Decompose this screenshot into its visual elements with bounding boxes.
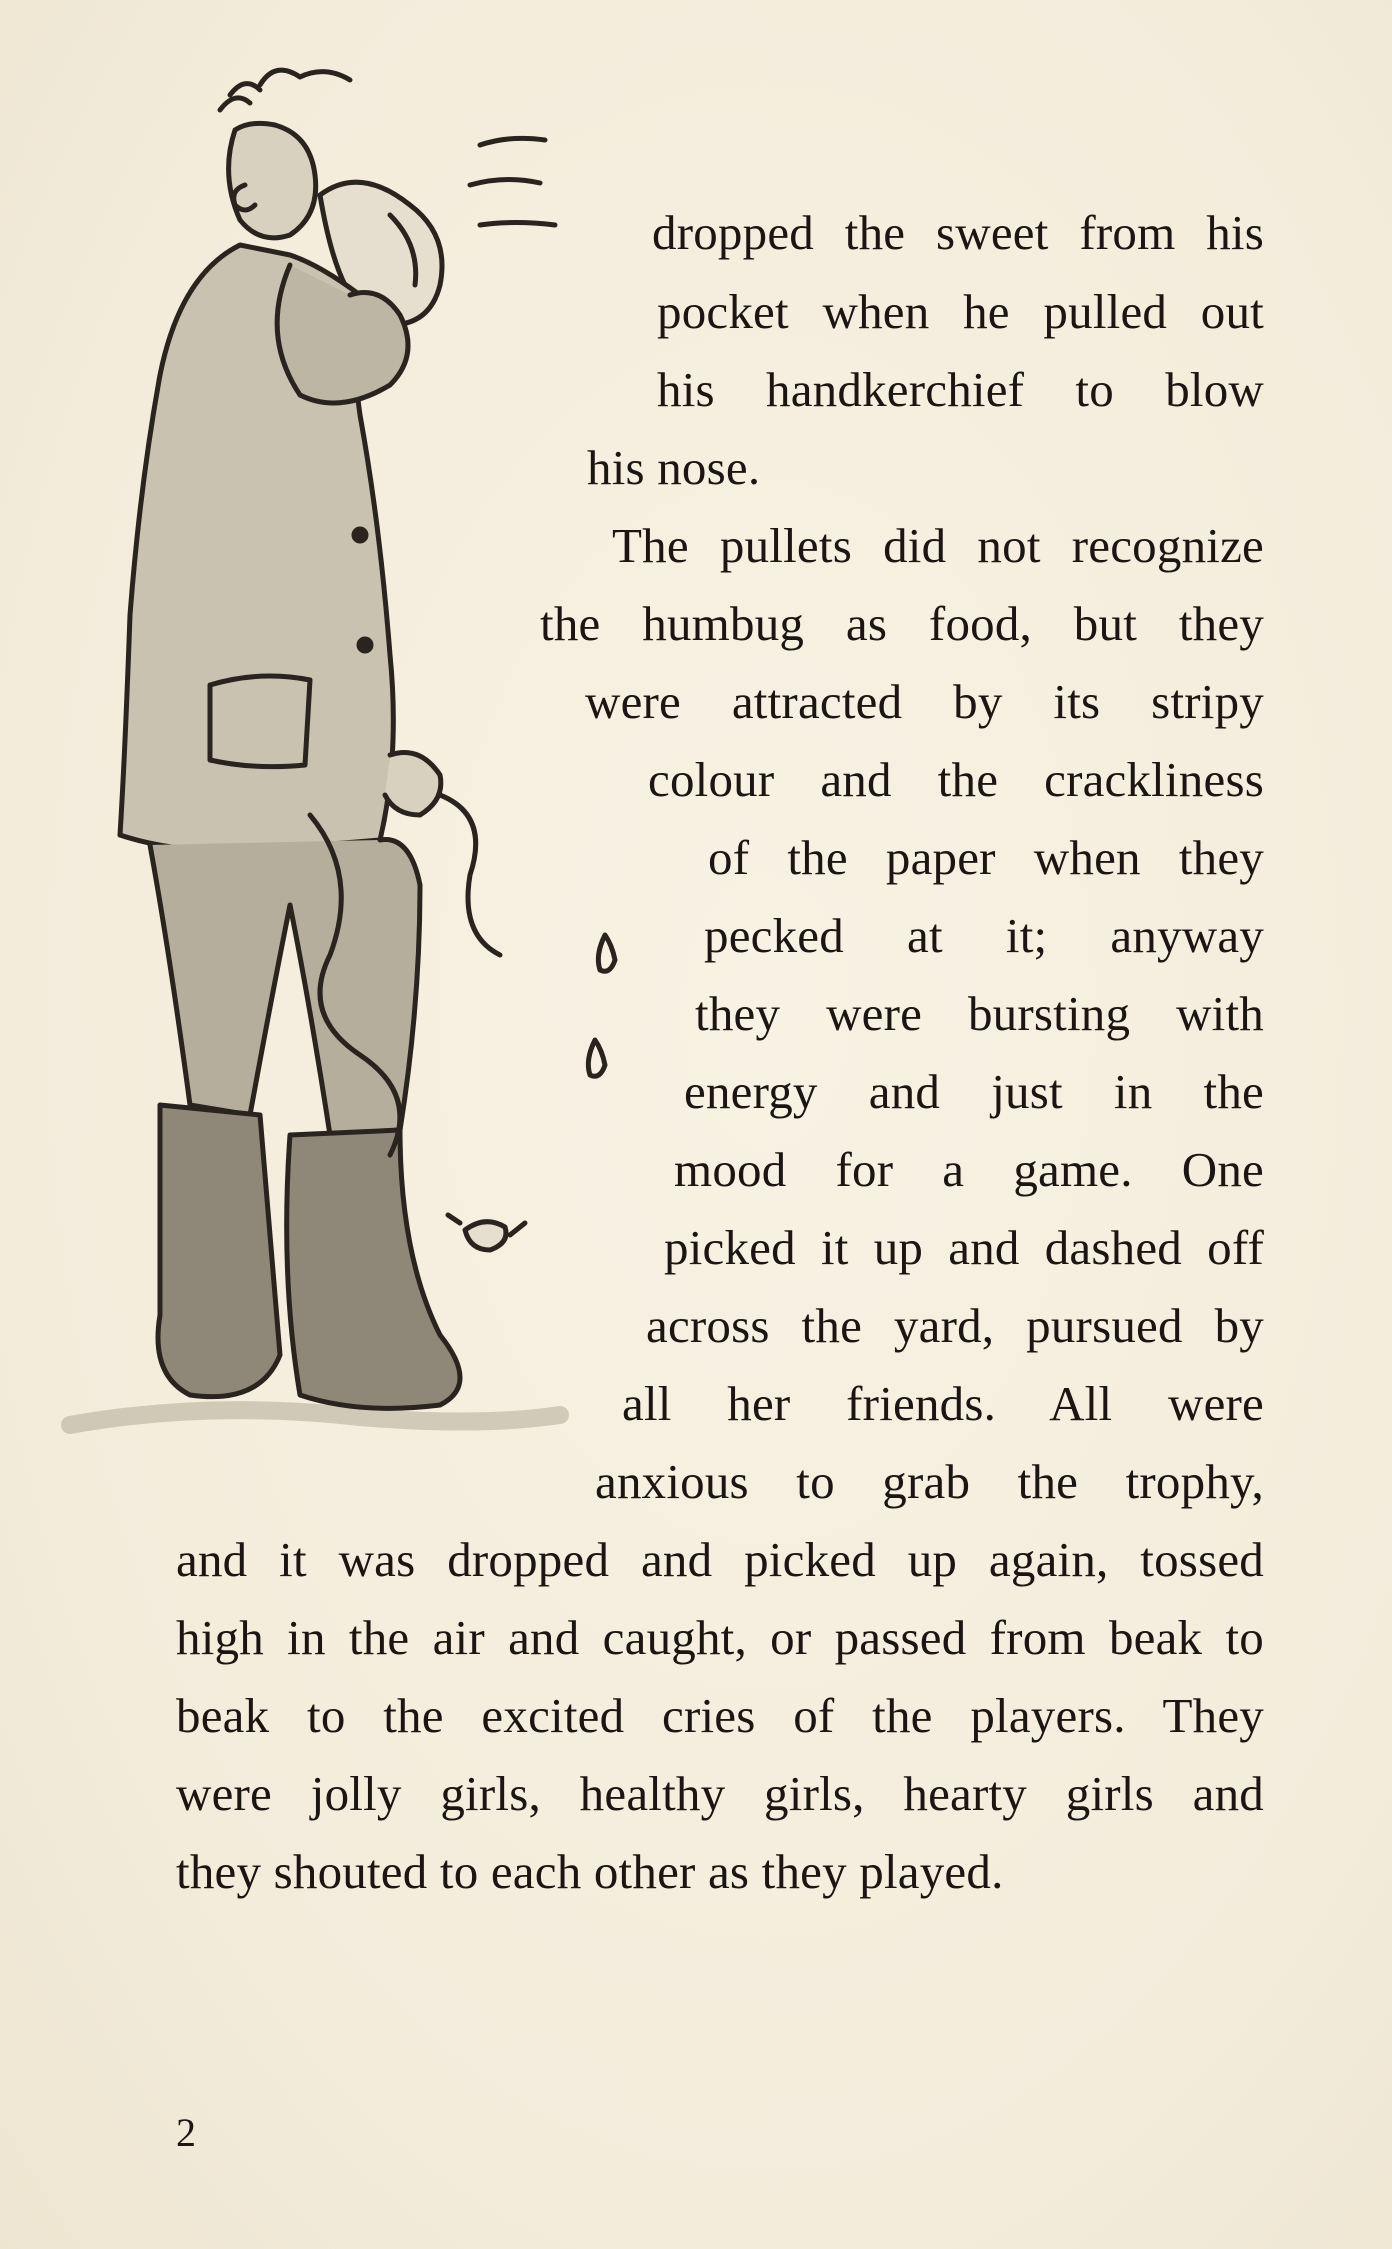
text-line-3: his handkerchief to blow [657,362,1264,417]
text-line-11: they were bursting with [695,986,1264,1041]
text-line-21: were jolly girls, healthy girls, hearty girls and [176,1766,1264,1821]
text-line-7: were attracted by its stripy [585,674,1264,729]
text-line-22: they shouted to each other as they played. [176,1844,1004,1899]
text-line-16: all her friends. All were [622,1376,1264,1431]
text-line-6: the humbug as food, but they [540,596,1264,651]
text-line-9: of the paper when they [708,830,1264,885]
text-line-17: anxious to grab the trophy, [595,1454,1264,1509]
text-line-20: beak to the excited cries of the players. They [176,1688,1264,1743]
man-blowing-nose-illustration [60,55,620,1455]
text-line-15: across the yard, pursued by [646,1298,1264,1353]
text-line-1: dropped the sweet from his [652,205,1264,260]
text-line-8: colour and the crackliness [648,752,1264,807]
text-line-18: and it was dropped and picked up again, tossed [176,1532,1264,1587]
text-line-14: picked it up and dashed off [664,1220,1264,1275]
page-number: 2 [176,2110,196,2155]
text-line-10: pecked at it; anyway [704,908,1264,963]
text-line-5: The pullets did not recognize [612,518,1264,573]
text-line-2: pocket when he pulled out [657,284,1264,339]
text-line-4: his nose. [587,440,761,495]
text-line-19: high in the air and caught, or passed from beak to [176,1610,1264,1665]
text-line-13: mood for a game. One [674,1142,1264,1197]
text-line-12: energy and just in the [684,1064,1264,1119]
